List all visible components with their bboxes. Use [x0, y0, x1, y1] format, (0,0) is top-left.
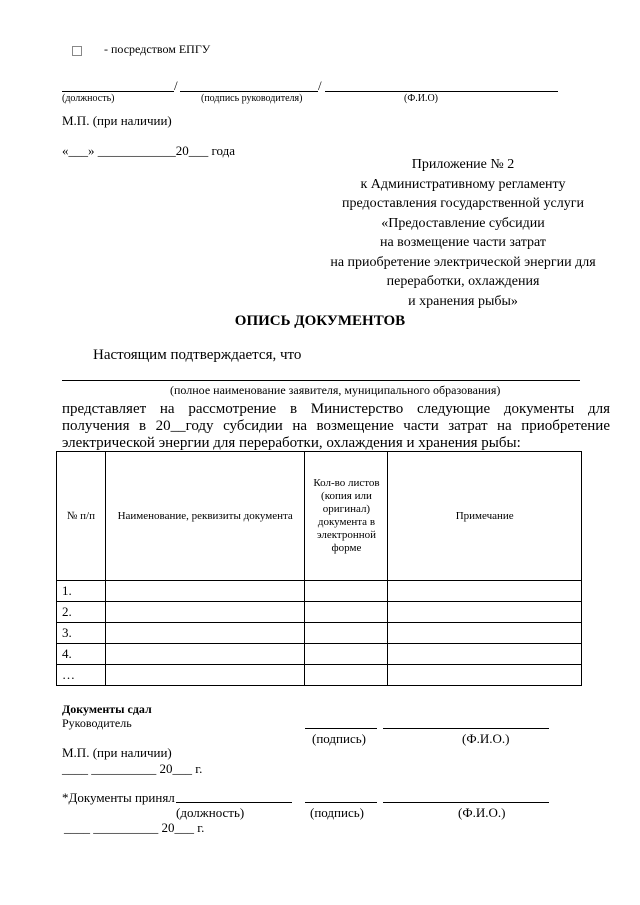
position-line	[176, 802, 292, 803]
signature-line	[180, 91, 318, 92]
applicant-caption: (полное наименование заявителя, муниципального образования)	[170, 383, 501, 397]
accepted-label: *Документы принял	[62, 790, 175, 805]
row-count-cell[interactable]	[305, 602, 388, 623]
signature-line	[305, 728, 377, 729]
fio-caption: (Ф.И.О.)	[458, 805, 506, 820]
signature-caption: (подпись)	[310, 805, 364, 820]
date-line: ____ __________ 20___ г.	[62, 761, 203, 776]
appendix-block	[318, 155, 608, 311]
epgu-option-label: - посредством ЕПГУ	[104, 42, 211, 56]
fio-line	[325, 91, 558, 92]
header-note: Примечание	[388, 452, 582, 581]
slash-separator: /	[318, 78, 322, 93]
row-number: 2.	[57, 602, 106, 623]
fio-caption: (Ф.И.О.)	[462, 731, 510, 746]
slash-separator: /	[174, 78, 178, 93]
row-note-cell[interactable]	[388, 581, 582, 602]
appendix-line: на приобретение электрической энергии для	[330, 254, 596, 270]
row-count-cell[interactable]	[305, 644, 388, 665]
appendix-line: «Предоставление субсидии	[381, 215, 545, 231]
documents-table	[56, 451, 582, 686]
signature-line	[305, 802, 377, 803]
header-name: Наименование, реквизиты документа	[105, 452, 305, 581]
row-note-cell[interactable]	[388, 623, 582, 644]
header-count: Кол-во листов (копия или оригинал) документа в электронной форме	[305, 452, 388, 581]
table-row	[57, 602, 582, 623]
position-caption: (должность)	[62, 93, 115, 104]
document-title: ОПИСЬ ДОКУМЕНТОВ	[234, 313, 406, 329]
signature-caption: (подпись руководителя)	[201, 93, 303, 104]
table-row	[57, 623, 582, 644]
row-name-cell[interactable]	[105, 602, 305, 623]
row-number: …	[57, 665, 106, 686]
fio-line	[383, 728, 549, 729]
head-label: Руководитель	[62, 716, 132, 730]
fio-caption: (Ф.И.О)	[404, 93, 439, 104]
row-name-cell[interactable]	[105, 665, 305, 686]
appendix-line: предоставления государственной услуги	[342, 196, 584, 211]
appendix-line: на возмещение части затрат	[379, 235, 547, 250]
table-row	[57, 644, 582, 665]
row-note-cell[interactable]	[388, 665, 582, 686]
signature-caption: (подпись)	[312, 731, 366, 746]
submitted-label: Документы сдал	[62, 702, 152, 716]
row-count-cell[interactable]	[305, 581, 388, 602]
appendix-line: и хранения рыбы»	[408, 293, 518, 309]
table-row	[57, 581, 582, 602]
fio-line	[383, 802, 549, 803]
row-name-cell[interactable]	[105, 581, 305, 602]
row-name-cell[interactable]	[105, 644, 305, 665]
confirm-text: Настоящим подтверждается, что	[93, 347, 302, 363]
row-number: 3.	[57, 623, 106, 644]
appendix-line: к Административному регламенту	[360, 176, 566, 192]
appendix-line: переработки, охлаждения	[386, 274, 540, 289]
position-line	[62, 91, 174, 92]
row-note-cell[interactable]	[388, 602, 582, 623]
row-count-cell[interactable]	[305, 665, 388, 686]
position-caption: (должность)	[176, 805, 245, 820]
seal-label: М.П. (при наличии)	[62, 113, 172, 128]
epgu-checkbox[interactable]	[72, 46, 82, 56]
table-header-row	[57, 452, 582, 581]
date-line: ____ __________ 20___ г.	[64, 820, 205, 835]
row-name-cell[interactable]	[105, 623, 305, 644]
date-line: «___» ____________20___ года	[62, 143, 236, 158]
row-count-cell[interactable]	[305, 623, 388, 644]
applicant-line	[62, 380, 580, 381]
body-paragraph: представляет на рассмотрение в Министерство следующие документы для получения в 20__году субсидии на возмещение части затрат на приобретение электрической энергии для переработки, охлаждения и хранения рыбы:	[62, 401, 610, 451]
table-row	[57, 665, 582, 686]
row-number: 1.	[57, 581, 106, 602]
header-num: № п/п	[57, 452, 106, 581]
appendix-line: Приложение № 2	[411, 157, 515, 172]
row-note-cell[interactable]	[388, 644, 582, 665]
seal-label: М.П. (при наличии)	[62, 745, 172, 760]
row-number: 4.	[57, 644, 106, 665]
